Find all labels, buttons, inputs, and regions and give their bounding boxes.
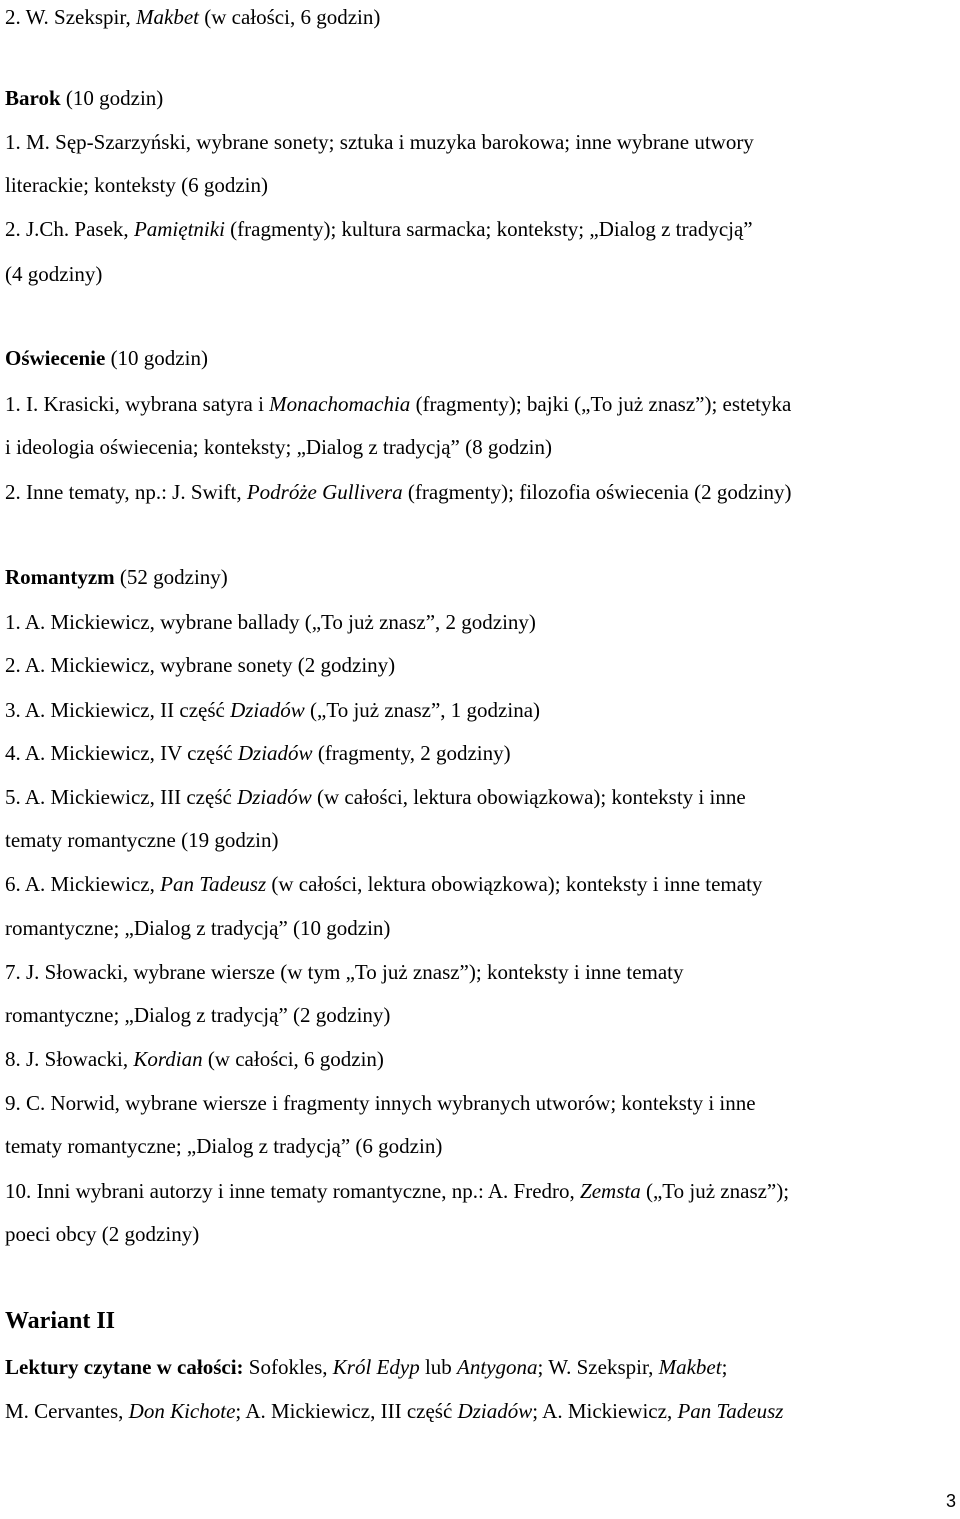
text-line	[5, 1090, 756, 1116]
text-segment: 8. J. Słowacki,	[5, 1047, 134, 1071]
text-segment: (w całości, 6 godzin)	[198, 5, 381, 29]
text-segment: poeci obcy (2 godziny)	[5, 1222, 200, 1246]
italic-title: Pan Tadeusz	[160, 872, 267, 896]
text-segment: tematy romantyczne; „Dialog z tradycją” (6 godzin)	[5, 1134, 443, 1158]
section-heading	[5, 1306, 115, 1336]
text-line	[5, 85, 163, 111]
text-segment: 7. J. Słowacki, wybrane wiersze (w tym „To już znasz”); konteksty i inne tematy	[5, 960, 684, 984]
text-line	[5, 1354, 727, 1380]
bold-text: Oświecenie	[5, 346, 106, 370]
page-number: 3	[945, 1491, 956, 1511]
text-line	[5, 434, 552, 460]
text-line	[5, 345, 208, 371]
text-segment: (fragmenty, 2 godziny)	[312, 741, 511, 765]
text-segment: ; W. Szekspir,	[537, 1355, 659, 1379]
text-segment: (fragmenty); filozofia oświecenia (2 godziny)	[402, 480, 792, 504]
text-line	[5, 4, 380, 30]
text-line	[5, 871, 762, 897]
text-line	[5, 740, 511, 766]
italic-title: Król Edyp	[332, 1355, 420, 1379]
bold-text: Romantyzm	[5, 565, 115, 589]
text-segment: ; A. Mickiewicz,	[532, 1399, 678, 1423]
italic-title: Dziadów	[230, 698, 305, 722]
text-segment: ; A. Mickiewicz, III część	[235, 1399, 458, 1423]
text-segment: 5. A. Mickiewicz, III część	[5, 785, 238, 809]
text-segment: (52 godziny)	[114, 565, 228, 589]
bold-text: Lektury czytane w całości:	[5, 1355, 244, 1379]
text-segment: (w całości, 6 godzin)	[202, 1047, 384, 1071]
text-line	[5, 261, 102, 287]
text-segment: 9. C. Norwid, wybrane wiersze i fragmenty innych wybranych utworów; konteksty i inne	[5, 1091, 756, 1115]
text-segment: 6. A. Mickiewicz,	[5, 872, 161, 896]
italic-title: Pamiętniki	[133, 217, 225, 241]
bold-text: Barok	[5, 86, 61, 110]
text-line	[5, 1002, 390, 1028]
italic-title: Dziadów	[237, 785, 312, 809]
italic-title: Dziadów	[457, 1399, 533, 1423]
text-segment: („To już znasz”);	[640, 1179, 790, 1203]
text-line	[5, 915, 390, 941]
text-segment: (10 godzin)	[60, 86, 164, 110]
italic-title: Kordian	[133, 1047, 203, 1071]
text-line	[5, 564, 228, 590]
text-segment: („To już znasz”, 1 godzina)	[304, 698, 541, 722]
bold-text: Wariant II	[5, 1308, 116, 1334]
text-segment: 2. W. Szekspir,	[5, 5, 136, 29]
italic-title: Monachomachia	[269, 392, 411, 416]
text-segment: (4 godziny)	[5, 262, 103, 286]
text-line	[5, 959, 684, 985]
text-line	[5, 1046, 384, 1072]
text-segment: (fragmenty); kultura sarmacka; konteksty; „Dialog z tradycją”	[224, 217, 753, 241]
text-segment: romantyczne; „Dialog z tradycją” (2 godziny)	[5, 1003, 391, 1027]
text-segment: 10. Inni wybrani autorzy i inne tematy romantyczne, np.: A. Fredro,	[5, 1179, 581, 1203]
text-line	[5, 1133, 442, 1159]
text-line	[5, 1178, 789, 1204]
italic-title: Makbet	[136, 5, 199, 29]
text-segment: 1. M. Sęp-Szarzyński, wybrane sonety; sztuka i muzyka barokowa; inne wybrane utwory	[5, 130, 754, 154]
italic-title: Dziadów	[237, 741, 313, 765]
italic-title: Makbet	[658, 1355, 722, 1379]
text-segment: 2. Inne tematy, np.: J. Swift,	[5, 480, 247, 504]
italic-title: Don Kichote	[128, 1399, 236, 1423]
text-line	[5, 216, 753, 242]
text-segment: (10 godzin)	[105, 346, 208, 370]
text-segment: lub	[419, 1355, 458, 1379]
text-segment: literackie; konteksty (6 godzin)	[5, 173, 269, 197]
text-line	[5, 784, 746, 810]
text-segment: tematy romantyczne (19 godzin)	[5, 828, 279, 852]
text-line	[5, 1398, 783, 1424]
text-segment: romantyczne; „Dialog z tradycją” (10 godzin)	[5, 916, 391, 940]
text-segment: 1. I. Krasicki, wybrana satyra i	[5, 392, 270, 416]
text-segment: i ideologia oświecenia; konteksty; „Dialog z tradycją” (8 godzin)	[5, 435, 552, 459]
text-segment: M. Cervantes,	[5, 1399, 129, 1423]
italic-title: Pan Tadeusz	[677, 1399, 784, 1423]
text-line	[5, 172, 268, 198]
text-line	[5, 697, 540, 723]
text-segment: 1. A. Mickiewicz, wybrane ballady („To już znasz”, 2 godziny)	[5, 610, 536, 634]
text-line	[5, 609, 536, 635]
text-line	[5, 652, 395, 678]
text-segment: (w całości, lektura obowiązkowa); konteksty i inne	[311, 785, 746, 809]
italic-title: Podróże Gullivera	[246, 480, 403, 504]
text-segment: ;	[721, 1355, 728, 1379]
text-segment: 2. J.Ch. Pasek,	[5, 217, 134, 241]
text-line	[5, 129, 754, 155]
italic-title: Antygona	[457, 1355, 538, 1379]
italic-title: Zemsta	[580, 1179, 641, 1203]
text-segment: (w całości, lektura obowiązkowa); konteksty i inne tematy	[266, 872, 763, 896]
text-line	[5, 479, 792, 505]
text-segment: 3. A. Mickiewicz, II część	[5, 698, 231, 722]
text-line	[5, 391, 791, 417]
text-segment: 2. A. Mickiewicz, wybrane sonety (2 godziny)	[5, 653, 396, 677]
text-line	[5, 1221, 199, 1247]
text-segment: Sofokles,	[243, 1355, 333, 1379]
text-segment: 4. A. Mickiewicz, IV część	[5, 741, 238, 765]
text-line	[5, 827, 278, 853]
text-segment: (fragmenty); bajki („To już znasz”); estetyka	[410, 392, 792, 416]
